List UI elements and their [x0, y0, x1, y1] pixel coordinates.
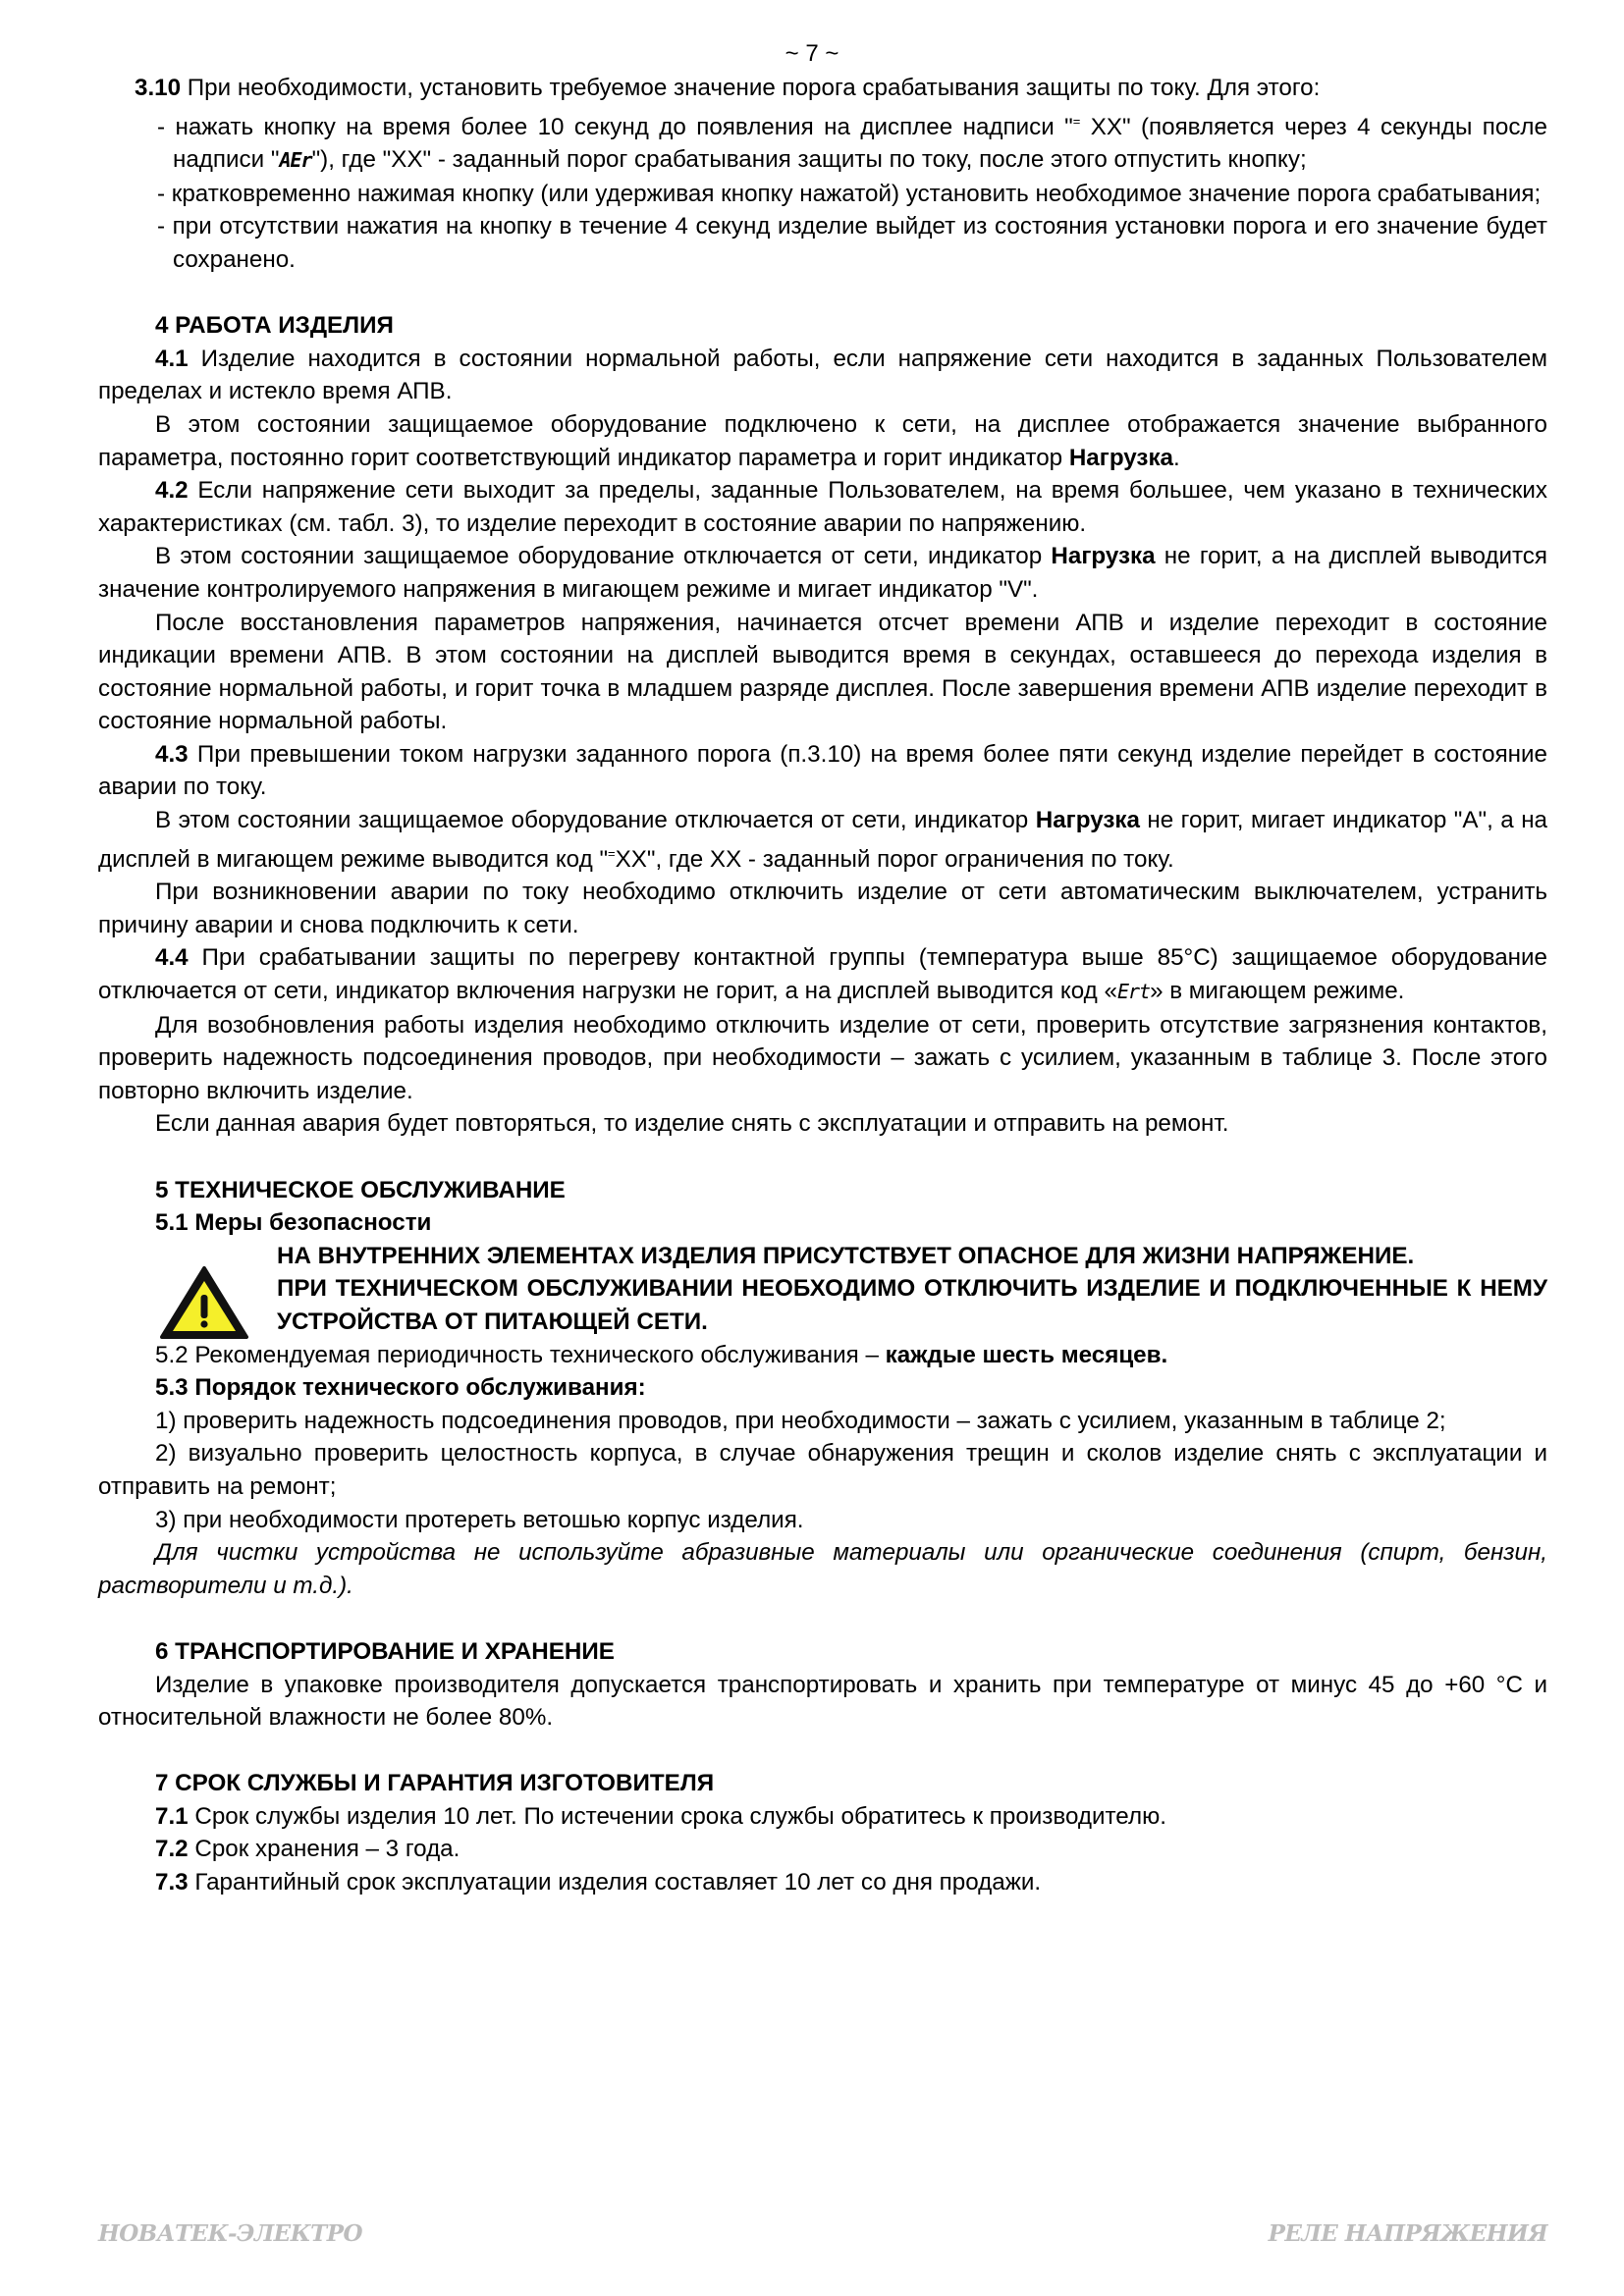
list-item: 1) проверить надежность подсоединения проводов, при необходимости – зажать с усилием, указанным в таблице 2;	[155, 1407, 1446, 1434]
paragraph-text: При срабатывании защиты по перегреву контактной группы (температура выше 85°С) защищаемое оборудование отключается от сети, индикатор включения нагрузки не горит, а на дисплей выводится код «	[98, 944, 1547, 1005]
warning-text: ПРИ ТЕХНИЧЕСКОМ ОБСЛУЖИВАНИИ НЕОБХОДИМО ОТКЛЮЧИТЬ ИЗДЕЛИЕ И ПОДКЛЮЧЕННЫЕ К НЕМУ УСТРОЙСТВА ОТ ПИТАЮЩЕЙ СЕТИ.	[277, 1275, 1547, 1335]
paragraph-text: Гарантийный срок эксплуатации изделия составляет 10 лет со дня продажи.	[188, 1869, 1042, 1896]
indicator-name: Нагрузка	[1051, 543, 1156, 570]
paragraph-4-4	[98, 941, 1547, 1008]
paragraph-text: Срок хранения – 3 года.	[188, 1836, 460, 1863]
spacer	[98, 277, 1547, 310]
footer-product: РЕЛЕ НАПРЯЖЕНИЯ	[1268, 2220, 1547, 2247]
section-heading: 4 РАБОТА ИЗДЕЛИЯ	[155, 312, 394, 340]
bullet-text: - нажать кнопку на время более 10 секунд до появления на дисплее надписи "	[157, 113, 1073, 140]
clause-number: 7.2	[155, 1836, 189, 1863]
paragraph-4-2	[98, 474, 1547, 540]
page-number: ~ 7 ~	[785, 40, 839, 67]
paragraph-text: 5.2 Рекомендуемая периодичность технического обслуживания –	[155, 1341, 886, 1368]
paragraph-text: Изделие находится в состоянии нормальной работы, если напряжение сети находится в заданных Пользователем пределах и истекло время АПВ.	[98, 345, 1547, 405]
paragraph-5-2	[98, 1339, 1547, 1372]
maintenance-interval: каждые шесть месяцев.	[885, 1341, 1168, 1368]
list-item: 2) визуально проверить целостность корпуса, в случае обнаружения трещин и сколов изделие снять с эксплуатации и отправить на ремонт;	[98, 1440, 1547, 1500]
paragraph-text: .	[1173, 444, 1180, 471]
paragraph	[98, 408, 1547, 474]
paragraph-text: В этом состоянии защищаемое оборудование отключается от сети, индикатор	[155, 543, 1052, 570]
paragraph: Изделие в упаковке производителя допускается транспортировать и хранить при температуре от минус 45 до +60 °С и относительной влажности не более 80%.	[98, 1671, 1547, 1732]
section-heading: 6 ТРАНСПОРТИРОВАНИЕ И ХРАНЕНИЕ	[155, 1637, 615, 1665]
paragraph-text: В этом состоянии защищаемое оборудование отключается от сети, индикатор	[155, 807, 1036, 834]
bullet-text: XX" (появляется через 4 секунды после надписи "	[173, 113, 1547, 174]
paragraph-text: При необходимости, установить требуемое значение порога срабатывания защиты по току. Для этого:	[181, 75, 1321, 101]
clause-number: 4.1	[155, 345, 189, 372]
paragraph: Если данная авария будет повторяться, то изделие снять с эксплуатации и отправить на ремонт.	[155, 1110, 1229, 1138]
paragraph-4-1	[98, 343, 1547, 408]
paragraph-3-10	[98, 72, 1547, 105]
document-body	[98, 72, 1547, 1899]
indicator-name: Нагрузка	[1035, 807, 1140, 834]
display-code: Ert	[1116, 980, 1151, 1004]
paragraph	[98, 804, 1547, 876]
paragraph-text: » в мигающем режиме.	[1150, 978, 1405, 1005]
list-item: 3) при необходимости протереть ветошью корпус изделия.	[155, 1506, 804, 1533]
clause-number: 3.10	[135, 75, 182, 101]
paragraph-7-3	[98, 1866, 1547, 1899]
clause-number: 7.1	[155, 1802, 189, 1830]
paragraph-text: В этом состоянии защищаемое оборудование подключено к сети, на дисплее отображается значение выбранного параметра, постоянно горит соответствующий индикатор параметра и горит индикатор	[98, 410, 1547, 471]
warning-text: НА ВНУТРЕННИХ ЭЛЕМЕНТАХ ИЗДЕЛИЯ ПРИСУТСТВУЕТ ОПАСНОЕ ДЛЯ ЖИЗНИ НАПРЯЖЕНИЕ.	[277, 1242, 1415, 1269]
paragraph-text: не горит, а на дисплей выводится значение контролируемого напряжения в мигающем режиме и мигает индикатор "V".	[98, 543, 1547, 603]
safety-warning	[98, 1240, 1547, 1339]
subsection-heading: 5.3 Порядок технического обслуживания:	[155, 1374, 646, 1402]
paragraph-text: Срок службы изделия 10 лет. По истечении срока службы обратитесь к производителю.	[188, 1802, 1166, 1830]
subsection-heading: 5.1 Меры безопасности	[155, 1209, 432, 1237]
warning-triangle-icon	[159, 1265, 249, 1340]
display-symbol: =	[1072, 113, 1081, 129]
section-heading: 5 ТЕХНИЧЕСКОЕ ОБСЛУЖИВАНИЕ	[155, 1176, 566, 1203]
bullet-text: "), где "XX" - заданный порог срабатывания защиты по току, после этого отпустить кнопку;	[311, 146, 1307, 174]
spacer	[98, 1141, 1547, 1174]
cleaning-note: Для чистки устройства не используйте абразивные материалы или органические соединения (спирт, бензин, растворители и т.д.).	[98, 1539, 1547, 1599]
indicator-name: Нагрузка	[1068, 444, 1174, 471]
section-heading: 7 СРОК СЛУЖБЫ И ГАРАНТИЯ ИЗГОТОВИТЕЛЯ	[155, 1770, 715, 1797]
bullet-item: - кратковременно нажимая кнопку (или удерживая кнопку нажатой) установить необходимое значение порога срабатывания;	[157, 180, 1542, 207]
paragraph	[98, 540, 1547, 606]
footer-company: НОВАТЕК-ЭЛЕКТРО	[98, 2220, 363, 2247]
paragraph-4-3	[98, 738, 1547, 804]
spacer	[98, 1735, 1547, 1768]
paragraph-text: XX", где XX - заданный порог ограничения по току.	[615, 845, 1174, 873]
paragraph-text: Если напряжение сети выходит за пределы, заданные Пользователем, на время большее, чем указано в технических характеристиках (см. табл. 3), то изделие переходит в состояние аварии по напряжению.	[98, 477, 1547, 537]
paragraph-7-1	[98, 1800, 1547, 1834]
bullet-item: - при отсутствии нажатия на кнопку в течение 4 секунд изделие выйдет из состояния установки порога и его значение будет сохранено.	[157, 213, 1547, 273]
clause-number: 4.3	[155, 740, 189, 768]
paragraph-text: не горит, мигает индикатор "А", а на дисплей в мигающем режиме выводится код "	[98, 807, 1548, 873]
clause-number: 7.3	[155, 1869, 189, 1896]
paragraph: Для возобновления работы изделия необходимо отключить изделие от сети, проверить отсутствие загрязнения контактов, проверить надежность подсоединения проводов, при необходимости – зажать с усилием, указанным в таблице 3. После этого повторно включить изделие.	[98, 1011, 1547, 1104]
display-code: AEr	[279, 148, 312, 173]
bullet-item	[98, 105, 1547, 178]
display-symbol: =	[608, 845, 616, 861]
paragraph: После восстановления параметров напряжения, начинается отсчет времени АПВ и изделие переходит в состояние индикации времени АПВ. В этом состоянии на дисплей выводится время в секундах, оставшееся до перехода изделия в состояние нормальной работы, и горит точка в младшем разряде дисплея. После завершения времени АПВ изделие переходит в состояние нормальной работы.	[98, 609, 1547, 735]
spacer	[98, 1602, 1547, 1635]
paragraph: При возникновении аварии по току необходимо отключить изделие от сети автоматическим выключателем, устранить причину аварии и снова подключить к сети.	[98, 879, 1547, 938]
clause-number: 4.4	[155, 944, 189, 972]
paragraph-text: При превышении током нагрузки заданного порога (п.3.10) на время более пяти секунд изделие перейдет в состояние аварии по току.	[98, 740, 1547, 801]
paragraph-7-2	[98, 1833, 1547, 1866]
clause-number: 4.2	[155, 477, 189, 505]
